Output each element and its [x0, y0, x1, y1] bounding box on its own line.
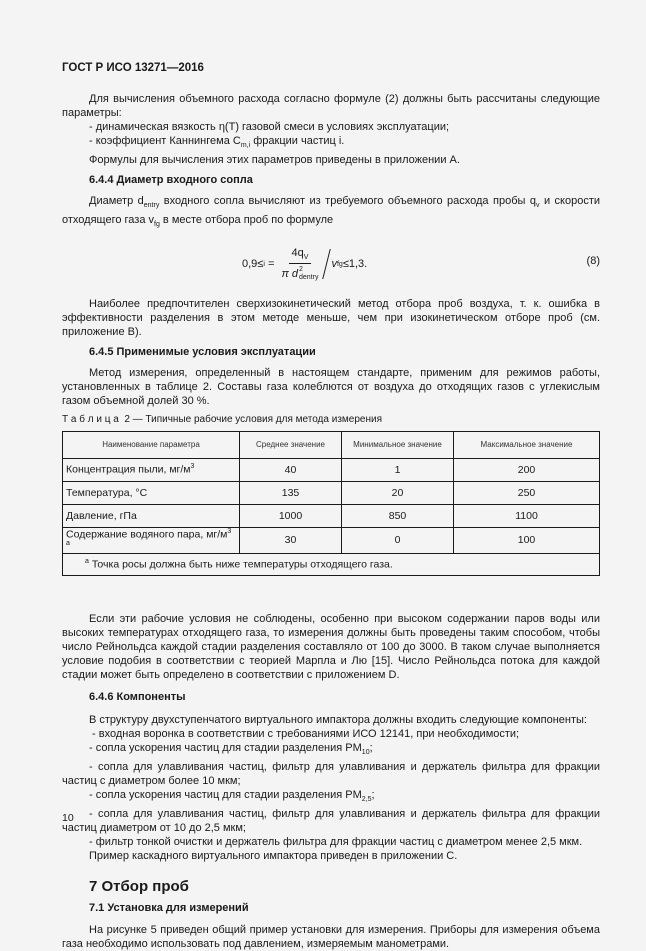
formula-text: ≤1,3. [342, 258, 368, 271]
paragraph: Наиболее предпочтителен сверхизокинетический метод отбора проб воздуха, т. к. ошибка в эффективности разделения в этом методе меньше, чем при изокинетическом отборе проб (см. приложение В). [62, 297, 600, 338]
subscript: V [303, 253, 309, 261]
denominator: π d [281, 267, 298, 280]
superscript: 2 [299, 265, 303, 273]
list-item: - динамическая вязкость η(T) газовой смеси в условиях эксплуатации; [89, 121, 450, 133]
page-number: 10 [62, 812, 74, 824]
subscript: i [263, 260, 265, 268]
subscript: fg [336, 260, 343, 268]
subscript: v [535, 202, 540, 210]
cell [63, 553, 600, 575]
table-header-row [63, 431, 600, 458]
column-header: Минимальное значение [342, 431, 454, 458]
list-item [62, 788, 600, 807]
cell: 135 [240, 481, 342, 504]
cell: 250 [454, 481, 600, 504]
paragraph [62, 194, 600, 232]
table-caption: Т а б л и ц а 2 — Типичные рабочие условия для метода измерения [62, 413, 382, 425]
column-header: Максимальное значение [454, 431, 600, 458]
subscript: 10 [361, 748, 370, 756]
text: и скорости отходящего газа v [62, 195, 601, 227]
section-heading-7-1: 7.1 Установка для измерений [89, 901, 249, 914]
subscript: entry [143, 202, 160, 210]
text: - сопла ускорения частиц для стадии разделения PM [89, 741, 362, 754]
table-row [63, 481, 600, 504]
column-header: Наименование параметра [63, 431, 240, 458]
superscript: 3 [190, 463, 195, 471]
fraction [281, 247, 318, 282]
paragraph: Пример каскадного виртуального импактора приведен в приложении С. [89, 849, 458, 862]
sup-sub-stack [299, 266, 318, 282]
numerator: 4q [291, 246, 304, 259]
cell [63, 527, 240, 553]
footnote-mark: а [85, 557, 89, 565]
text: Концентрация пыли, мг/м [66, 463, 191, 476]
cell: 20 [342, 481, 454, 504]
list-item: - фильтр тонкой очистки и держатель фильтра для фракции частиц с диаметром менее 2,5 мкм. [89, 835, 583, 848]
conditions-table [62, 431, 600, 576]
formula-number: (8) [586, 254, 600, 267]
text: входного сопла вычисляют из требуемого объемного расхода пробы q [159, 195, 536, 208]
text: - коэффициент Каннингема C [89, 135, 241, 147]
subscript: fg [154, 221, 160, 229]
cell: 200 [454, 458, 600, 481]
cell: 0 [342, 527, 454, 553]
list-item: - сопла для улавливания частиц, фильтр для улавливания и держатель фильтра для фракции частиц с диаметром более 10 мкм; [62, 760, 600, 787]
table-footnote-row [63, 553, 600, 575]
list-item [62, 741, 600, 760]
subscript: m,i [240, 142, 251, 150]
cell [63, 458, 240, 481]
text: Диаметр d [89, 195, 144, 208]
formula-text: 0,9≤ [242, 258, 264, 271]
list-item: - сопла для улавливания частиц, фильтр для улавливания и держатель фильтра для фракции частиц диаметром от 10 до 2,5 мкм; [62, 807, 600, 834]
division-slash [323, 249, 331, 279]
text: в месте отбора проб по формуле [159, 214, 334, 227]
table-row [63, 458, 600, 481]
text: ; [369, 741, 373, 754]
formula-text: v [331, 258, 337, 271]
paragraph: В структуру двухступенчатого виртуального импактора должны входить следующие компоненты: [89, 713, 587, 726]
subscript: 2,5 [361, 795, 372, 803]
paragraph: Для вычисления объемного расхода согласно формуле (2) должны быть рассчитаны следующие параметры: [62, 93, 600, 119]
document-page [62, 62, 600, 951]
text: фракции частиц i. [250, 135, 345, 147]
cell: Температура, °C [63, 481, 240, 504]
text: Содержание водяного пара, мг/м [66, 528, 228, 541]
cell: 40 [240, 458, 342, 481]
cell: 100 [454, 527, 600, 553]
paragraph: Если эти рабочие условия не соблюдены, особенно при высоком содержании паров воды или высоких температурах отходящего газа, то измерения должны быть проведены таким способом, чтобы число Рейнольдса каждой стадии разделения составляло от 100 до 3000. В таком случае выполняется условие подобия в соответствии с теорией Марпла и Лю [15]. Число Рейнольдса потока для каждой стадии может быть определено в соответствии с приложением D. [62, 612, 600, 681]
table-row [63, 504, 600, 527]
paragraph: Формулы для вычисления этих параметров приведены в приложении А. [89, 154, 460, 167]
paragraph: Метод измерения, определенный в настоящем стандарте, применим для режимов работы, установленных в таблице 2. Составы газа колеблются от воздуха до отходящих газов с углекислым газом объемной долей 30 %. [62, 366, 600, 407]
section-heading-6-4-4: 6.4.4 Диаметр входного сопла [89, 174, 253, 187]
cell: 30 [240, 527, 342, 553]
list-item: - входная воронка в соответствии с требованиями ИСО 12141, при необходимости; [89, 727, 520, 740]
cell: 1 [342, 458, 454, 481]
column-header: Среднее значение [240, 431, 342, 458]
subscript: dentry [299, 273, 319, 281]
text: - сопла ускорения частиц для стадии разделения PM [89, 788, 362, 801]
cell: 1000 [240, 504, 342, 527]
section-heading-7: 7 Отбор проб [89, 877, 189, 895]
superscript: 3 а [66, 527, 232, 548]
footnote-text: Точка росы должна быть ниже температуры отходящего газа. [88, 558, 393, 571]
paragraph: На рисунке 5 приведен общий пример установки для измерения. Приборы для измерения объема газа необходимо использовать под давлением, измеряемым манометрами. [62, 923, 600, 950]
section-heading-6-4-5: 6.4.5 Применимые условия эксплуатации [89, 345, 316, 358]
formula-8 [62, 241, 600, 289]
formula-text: = [264, 258, 278, 271]
document-header: ГОСТ Р ИСО 13271—2016 [62, 62, 204, 74]
cell: Давление, гПа [63, 504, 240, 527]
cell: 1100 [454, 504, 600, 527]
text: ; [371, 788, 375, 801]
list-item [62, 134, 600, 153]
table-row [63, 527, 600, 553]
cell: 850 [342, 504, 454, 527]
section-heading-6-4-6: 6.4.6 Компоненты [89, 690, 186, 703]
